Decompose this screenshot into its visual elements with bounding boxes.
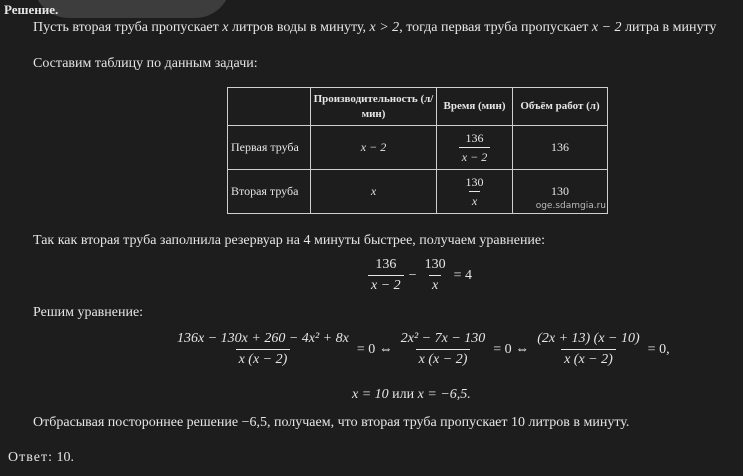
sol-equiv2: = 0 ⇔	[493, 341, 530, 357]
equation-intro: Так как вторая труба заполнила резервуар на 4 минуты быстрее, получаем уравнение:	[33, 233, 546, 248]
root-1: x = 10	[352, 387, 389, 402]
roots-line	[352, 387, 471, 403]
header-time: Время (мин)	[437, 88, 513, 126]
root-2: x = −6,5.	[417, 387, 471, 402]
time-cell	[437, 126, 513, 170]
sol-frac1-num: 136x − 130x + 260 − 4x² + 8x	[177, 331, 349, 346]
row-label: Вторая труба	[228, 170, 311, 214]
answer-value: 10.	[52, 450, 74, 465]
volume-value: 130	[551, 184, 569, 198]
table-intro: Составим таблицу по данным задачи:	[33, 56, 258, 71]
time-numerator: 136	[465, 131, 484, 145]
tab-shape-decoration	[33, 0, 231, 18]
intro-text-1: Пусть вторая труба пропускает	[33, 20, 223, 35]
header-empty	[228, 88, 311, 126]
eq-frac2-num: 130	[424, 257, 446, 272]
time-numerator: 130	[465, 175, 484, 189]
sol-frac3-den: x (x − 2)	[561, 349, 616, 367]
sol-equiv1: = 0 ⇔	[356, 341, 393, 357]
intro-paragraph	[33, 20, 716, 36]
solution-heading: Решение.	[4, 2, 59, 17]
table-header-row	[228, 88, 608, 126]
volume-cell	[513, 170, 608, 214]
solution-equation	[174, 332, 675, 367]
intro-text-4: литра в минуту	[621, 20, 717, 35]
answer-line	[8, 450, 74, 466]
intro-condition: x > 2	[369, 20, 400, 35]
volume-cell: 136	[513, 126, 608, 170]
watermark: oge.sdamgia.ru	[535, 201, 606, 211]
sol-frac2-den: x (x − 2)	[416, 349, 471, 367]
header-volume: Объём работ (л)	[513, 88, 608, 126]
row-label: Первая труба	[228, 126, 311, 170]
header-rate: Производительность (л/мин)	[311, 88, 437, 126]
answer-label: Ответ:	[8, 450, 53, 465]
solve-intro: Решим уравнение:	[33, 305, 144, 320]
time-denominator: x − 2	[459, 147, 490, 163]
sol-final: = 0,	[647, 341, 670, 357]
intro-text-3: , тогда первая труба пропускает	[399, 20, 592, 35]
rate-cell: x	[311, 170, 437, 214]
eq-rhs: = 4	[453, 267, 472, 283]
time-cell	[437, 170, 513, 214]
data-table	[227, 87, 608, 214]
eq-frac2-den: x	[429, 275, 441, 293]
eq-minus: −	[408, 267, 417, 283]
time-denominator: x	[469, 191, 480, 207]
intro-text-2: литров воды в минуту,	[228, 20, 370, 35]
intro-var-x: x	[222, 20, 229, 35]
sol-frac1-den: x (x − 2)	[236, 349, 291, 367]
sol-frac2-num: 2x² − 7x − 130	[400, 331, 486, 346]
rate-cell: x − 2	[311, 126, 437, 170]
intro-expression: x − 2	[591, 20, 622, 35]
eq-frac1-num: 136	[375, 257, 397, 272]
table-row	[228, 170, 608, 214]
eq-frac1-den: x − 2	[368, 275, 404, 293]
sol-frac3-num: (2x + 13) (x − 10)	[537, 331, 640, 346]
table-row	[228, 126, 608, 170]
roots-or: или	[388, 387, 418, 402]
conclusion: Отбрасывая постороннее решение −6,5, получаем, что вторая труба пропускает 10 литров в минуту.	[33, 415, 630, 430]
main-equation	[368, 258, 477, 293]
